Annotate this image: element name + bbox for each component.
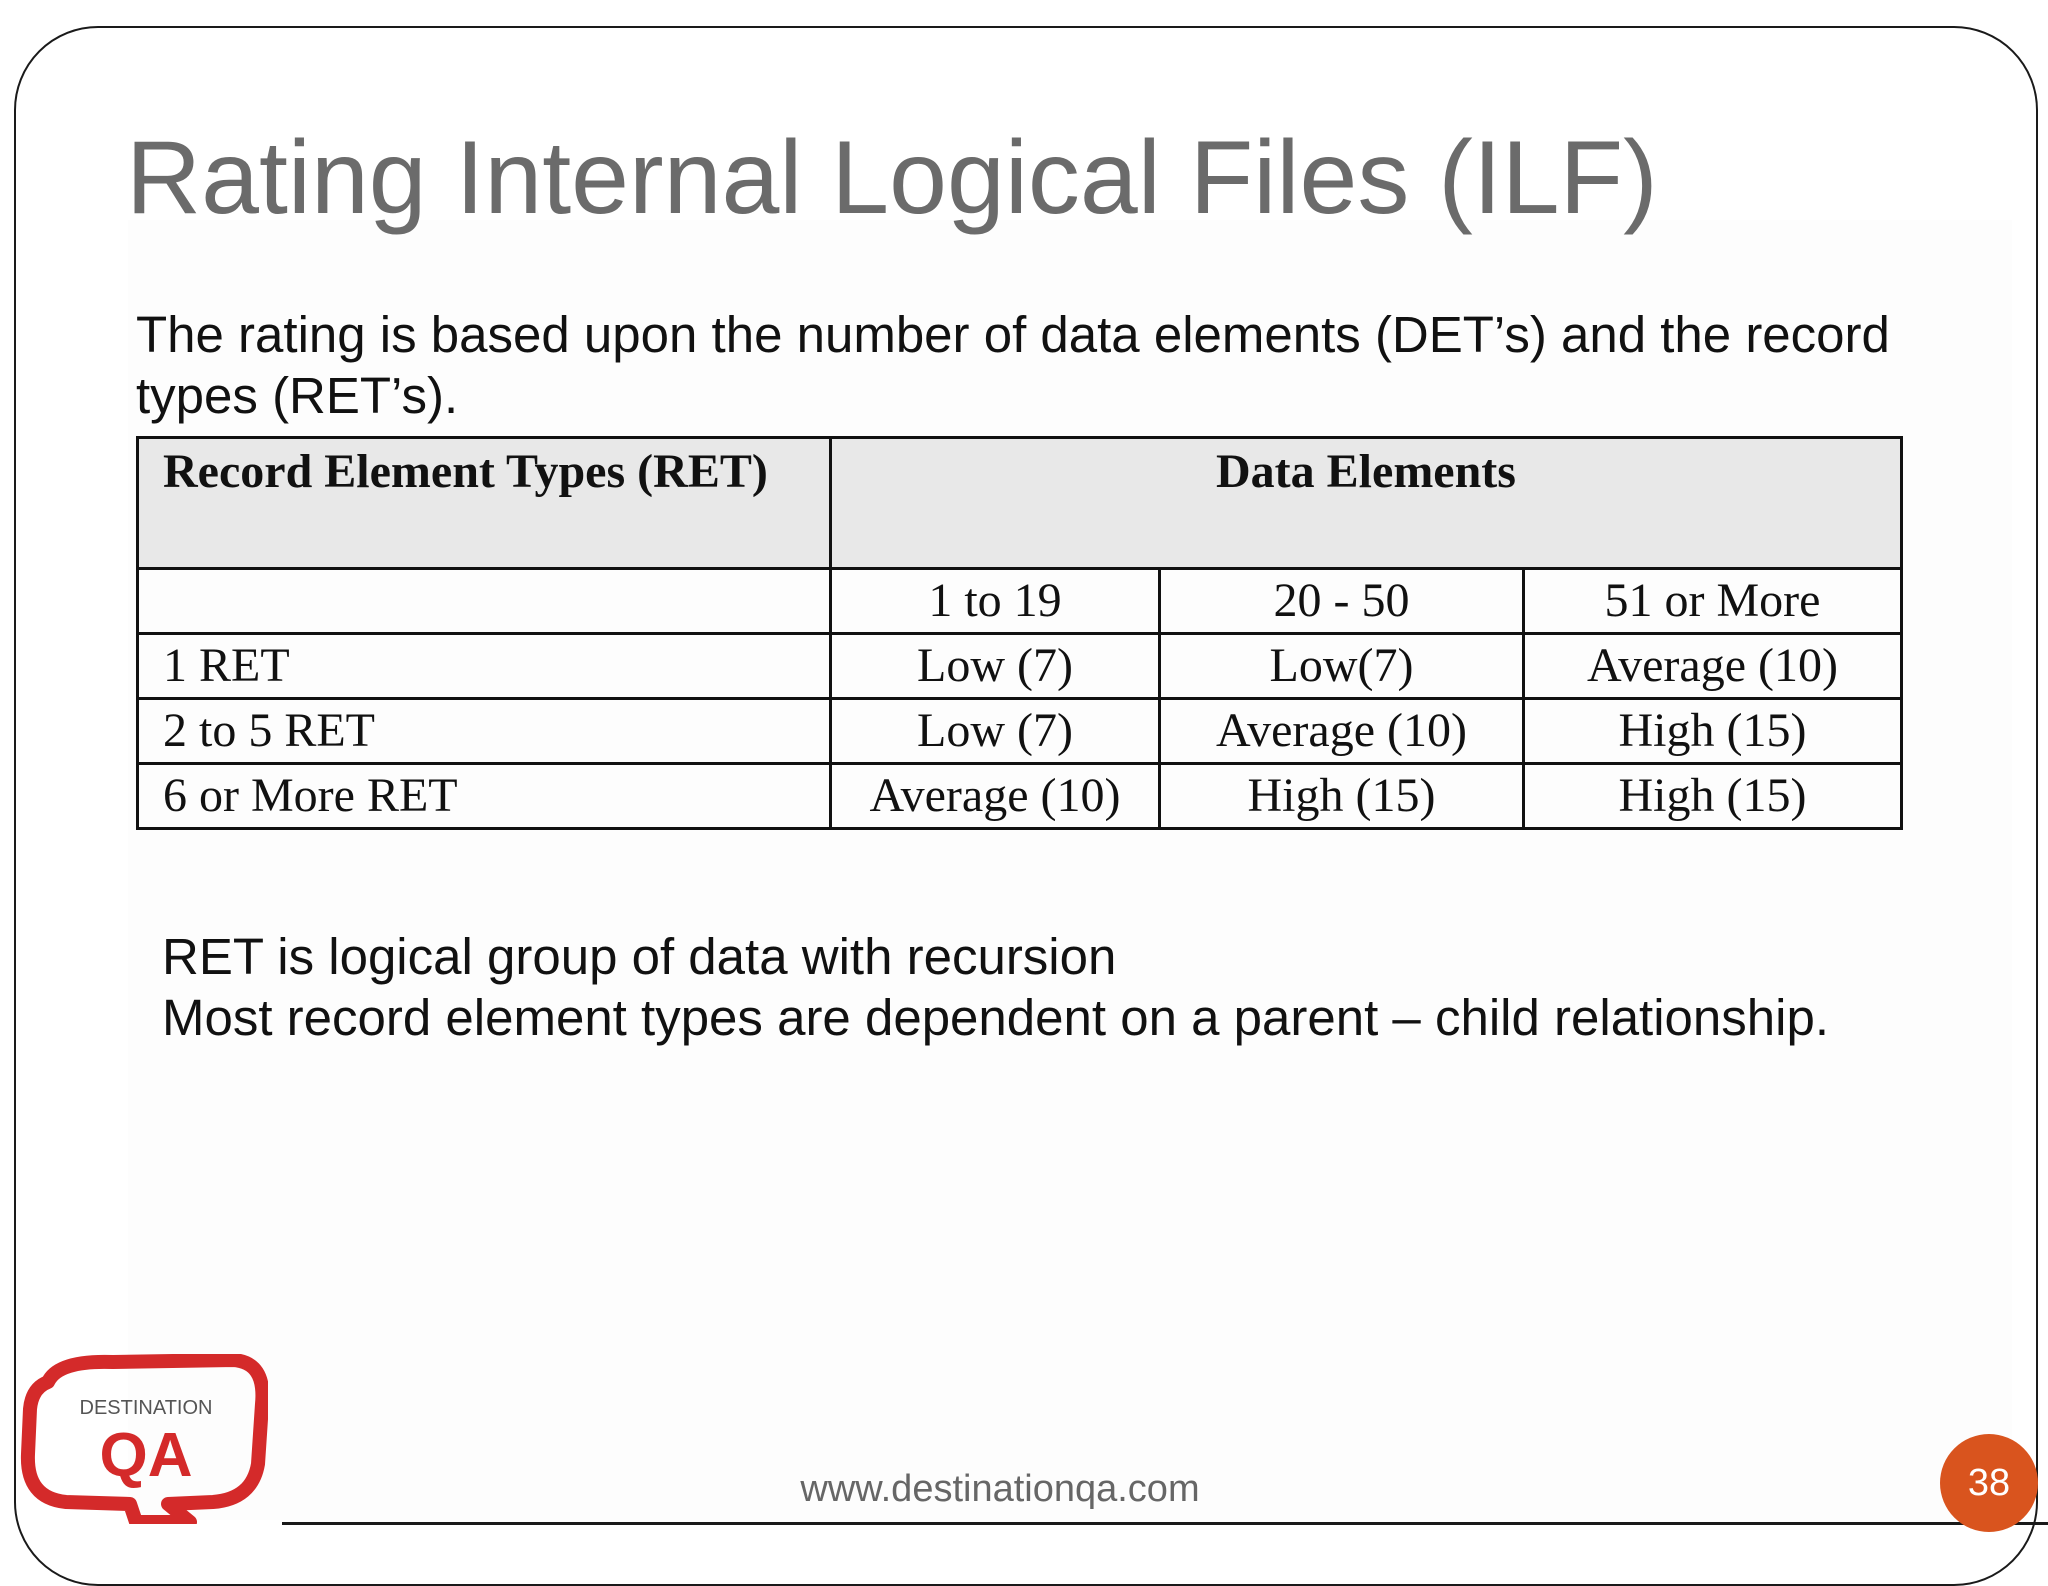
det-range-cell: 20 - 50 (1160, 569, 1524, 634)
rating-cell: High (15) (1160, 764, 1524, 829)
notes (162, 926, 1962, 1048)
note-line: RET is logical group of data with recursion (162, 928, 1117, 985)
rating-cell: Low (7) (831, 699, 1160, 764)
table-header-row (138, 438, 1902, 569)
rating-cell: Low (7) (831, 634, 1160, 699)
rating-cell: Average (10) (1160, 699, 1524, 764)
table-row (138, 699, 1902, 764)
ret-row-label: 1 RET (138, 634, 831, 699)
det-range-cell: 51 or More (1524, 569, 1902, 634)
ret-row-label: 2 to 5 RET (138, 699, 831, 764)
ret-column-header: Record Element Types (RET) (138, 438, 831, 569)
ret-row-label: 6 or More RET (138, 764, 831, 829)
rating-cell: High (15) (1524, 764, 1902, 829)
footer-divider (282, 1522, 2048, 1525)
det-range-cell: 1 to 19 (831, 569, 1160, 634)
svg-text:DESTINATION: DESTINATION (79, 1397, 213, 1419)
ilf-rating-table (136, 436, 1903, 830)
rating-cell: Average (10) (831, 764, 1160, 829)
rating-cell: High (15) (1524, 699, 1902, 764)
table-row (138, 764, 1902, 829)
table-row (138, 634, 1902, 699)
page-number-badge: 38 (1940, 1434, 2038, 1532)
svg-text:QA: QA (99, 1421, 193, 1490)
det-range-row (138, 569, 1902, 634)
empty-cell (138, 569, 831, 634)
rating-cell: Average (10) (1524, 634, 1902, 699)
rating-cell: Low(7) (1160, 634, 1524, 699)
footer-url: www.destinationqa.com (800, 1468, 1200, 1510)
intro-text: The rating is based upon the number of data elements (DET’s) and the record types (RET’s). (136, 306, 1890, 424)
slide-title: Rating Internal Logical Files (ILF) (126, 120, 1658, 236)
note-line: Most record element types are dependent on a parent – child relationship. (162, 989, 1830, 1046)
data-elements-header: Data Elements (831, 438, 1902, 569)
